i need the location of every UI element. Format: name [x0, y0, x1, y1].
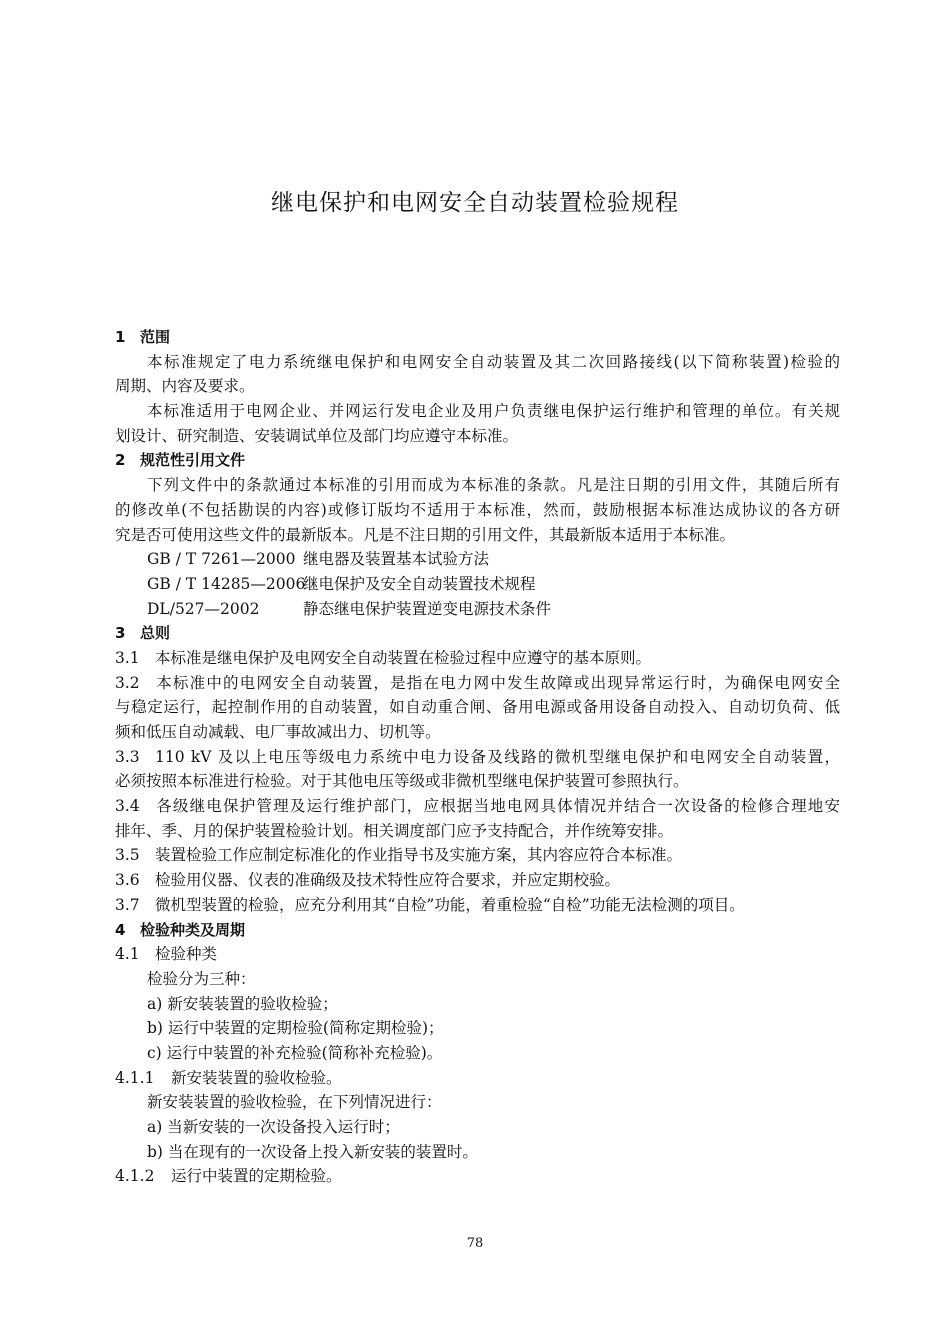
section-title: 规范性引用文件	[140, 451, 246, 470]
clause-number: 4.1.2	[115, 1167, 155, 1186]
paragraph-line: 究是否可使用这些文件的最新版本。凡是不注日期的引用文件，其最新版本适用于本标准。	[115, 525, 736, 544]
paragraph-line: 的修改单(不包括勘误的内容)或修订版均不适用于本标准，然而，鼓励根据本标准达成协议的各方研	[115, 500, 840, 519]
list-item: a) 当新安装的一次设备投入运行时；	[147, 1118, 400, 1136]
clause-text: 微机型装置的检验，应充分利用其“自检”功能，着重检验“自检”功能无法检测的项目。	[155, 895, 745, 914]
section-1-heading	[115, 325, 840, 350]
clause-number: 3.1	[115, 648, 140, 667]
clause-text: 检验用仪器、仪表的准确级及技术特性应符合要求，并应定期校验。	[155, 871, 621, 890]
clause-text: 新安装装置的验收检验。	[171, 1068, 342, 1087]
clause-3-1	[115, 646, 840, 671]
section-number: 4	[115, 920, 126, 939]
clause-4-1-1	[115, 1066, 840, 1091]
paragraph-line: 新安装装置的验收检验，在下列情况进行：	[147, 1093, 442, 1112]
clause-text: 各级继电保护管理及运行维护部门，应根据当地电网具体情况并结合一次设备的检修合理地安	[155, 797, 840, 816]
clause-number: 3.6	[115, 871, 140, 890]
clause-4-1	[115, 942, 840, 967]
section-number: 2	[115, 451, 126, 470]
list-item: b) 运行中装置的定期检验(简称定期检验)；	[147, 1019, 444, 1038]
clause-text: 本标准是继电保护及电网安全自动装置在检验过程中应遵守的基本原则。	[155, 648, 652, 667]
paragraph-line: 检验分为三种：	[147, 969, 256, 988]
document-body	[115, 325, 840, 1189]
clause-number: 3.3	[115, 747, 140, 766]
section-3-heading	[115, 621, 840, 646]
clause-number: 4.1.1	[115, 1068, 155, 1087]
clause-4-1-2	[115, 1164, 840, 1189]
reference-item	[115, 572, 840, 597]
reference-name: 继电器及装置基本试验方法	[303, 550, 490, 569]
section-title: 范围	[140, 328, 171, 346]
clause-text: 检验种类	[155, 945, 218, 964]
reference-code: GB / T 14285—2006	[147, 574, 306, 593]
reference-code: DL/527—2002	[147, 599, 260, 618]
section-4-heading	[115, 918, 840, 943]
clause-3-3	[115, 745, 840, 770]
reference-name: 静态继电保护装置逆变电源技术条件	[303, 599, 552, 618]
list-item: a) 新安装装置的验收检验；	[147, 994, 338, 1013]
reference-code: GB / T 7261—2000	[147, 550, 296, 569]
section-number: 3	[115, 624, 126, 643]
clause-text: 运行中装置的定期检验。	[171, 1167, 342, 1186]
clause-3-7	[115, 893, 840, 918]
clause-number: 3.4	[115, 797, 140, 816]
paragraph-line: 划设计、研究制造、安装调试单位及部门均应遵守本标准。	[115, 426, 519, 445]
paragraph-line: 频和低压自动减载、电厂事故减出力、切机等。	[115, 723, 441, 741]
paragraph-line: 本标准适用于电网企业、并网运行发电企业及用户负责继电保护运行维护和管理的单位。有关规	[147, 402, 840, 421]
section-title: 检验种类及周期	[140, 920, 246, 939]
paragraph-line: 本标准规定了电力系统继电保护和电网安全自动装置及其二次回路接线(以下简称装置)检验的	[147, 352, 840, 371]
clause-3-2	[115, 671, 840, 696]
reference-item	[115, 547, 840, 572]
clause-number: 3.7	[115, 895, 140, 914]
clause-text: 装置检验工作应制定标准化的作业指导书及实施方案，其内容应符合本标准。	[155, 846, 683, 865]
clause-number: 3.2	[115, 673, 140, 692]
page-number: 78	[466, 1236, 484, 1251]
section-title: 总则	[140, 624, 171, 643]
paragraph-line: 与稳定运行，起控制作用的自动装置，如自动重合闸、备用电源或备用设备自动投入、自动切负荷、低	[115, 698, 840, 717]
clause-3-5	[115, 843, 840, 868]
section-number: 1	[115, 328, 126, 346]
document-title: 继电保护和电网安全自动装置检验规程	[271, 190, 679, 216]
list-item: c) 运行中装置的补充检验(简称补充检验)。	[147, 1043, 443, 1062]
clause-number: 4.1	[115, 945, 140, 964]
reference-name: 继电保护及安全自动装置技术规程	[303, 574, 536, 593]
clause-3-6	[115, 868, 840, 893]
reference-item	[115, 597, 840, 622]
clause-text: 110 kV 及以上电压等级电力系统中电力设备及线路的微机型继电保护和电网安全自动装置，	[155, 747, 840, 766]
clause-number: 3.5	[115, 846, 140, 865]
paragraph-line: 排年、季、月的保护装置检验计划。相关调度部门应予支持配合，并作统筹安排。	[115, 821, 674, 840]
clause-3-4	[115, 794, 840, 819]
section-2-heading	[115, 448, 840, 473]
clause-text: 本标准中的电网安全自动装置，是指在电力网中发生故障或出现异常运行时，为确保电网安全	[155, 673, 840, 692]
paragraph-line: 周期、内容及要求。	[115, 377, 255, 396]
paragraph-line: 下列文件中的条款通过本标准的引用而成为本标准的条款。凡是注日期的引用文件，其随后所有	[147, 476, 840, 495]
list-item: b) 当在现有的一次设备上投入新安装的装置时。	[147, 1142, 478, 1161]
paragraph-line: 必须按照本标准进行检验。对于其他电压等级或非微机型继电保护装置可参照执行。	[115, 772, 689, 791]
